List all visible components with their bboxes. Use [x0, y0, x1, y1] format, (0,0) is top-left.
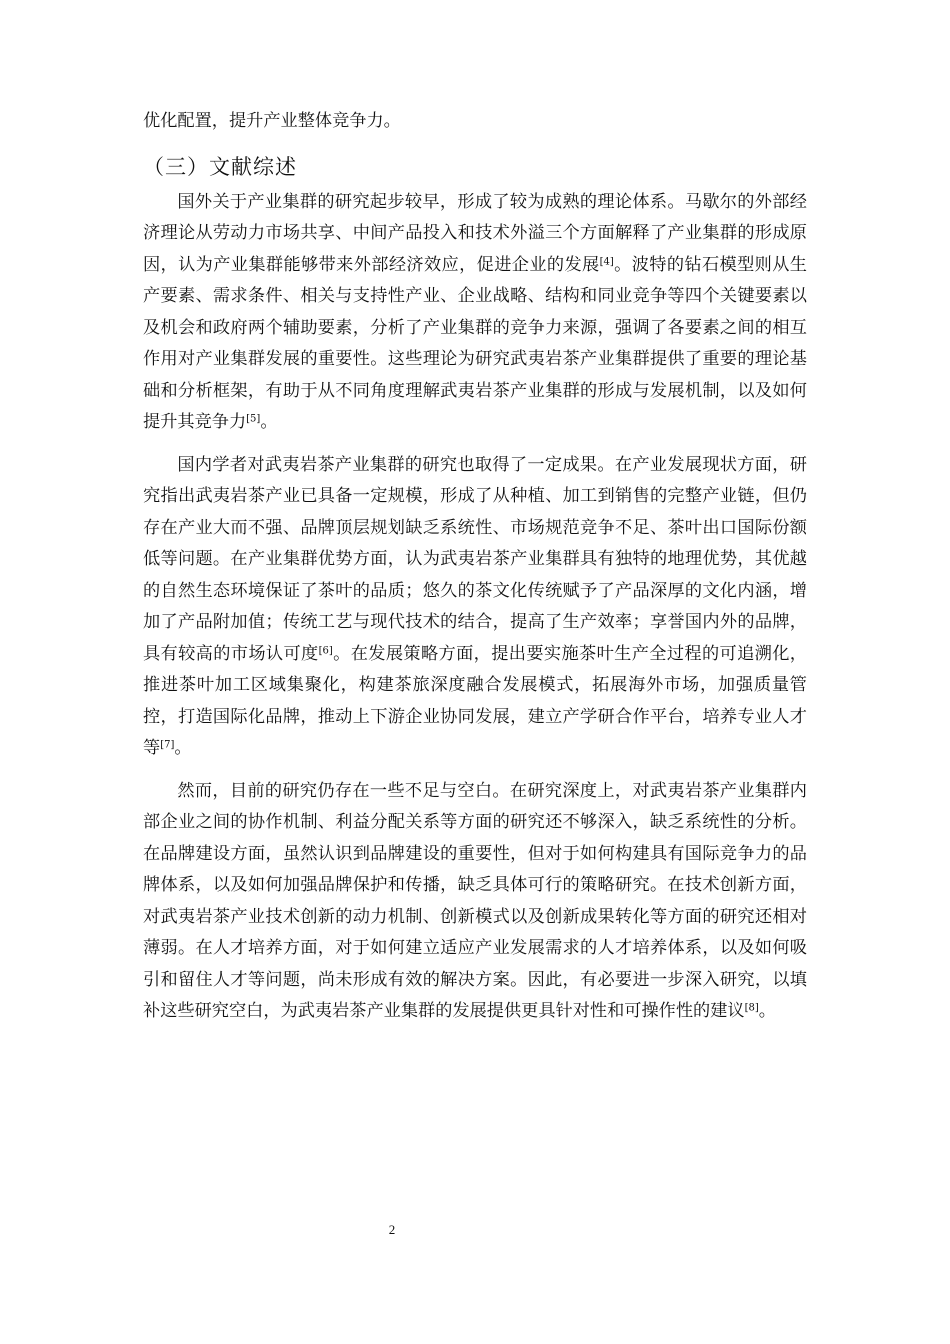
paragraph-text: 。在发展策略方面，提出要实施茶叶生产全过程的可追溯化，推进茶叶加工区域集聚化，构建茶旅深度融合发展模式，拓展海外市场，加强质量管控，打造国际化品牌，推动上下游企业协同发展，建立产学研合作平台，培养专业人才等 — [143, 643, 807, 758]
citation-ref: [4] — [599, 256, 614, 267]
continuation-text: 优化配置，提升产业整体竞争力。 — [143, 111, 401, 131]
paragraph-text: 然而，目前的研究仍存在一些不足与空白。在研究深度上，对武夷岩茶产业集群内部企业之间的协作机制、利益分配关系等方面的研究还不够深入，缺乏系统性的分析。在品牌建设方面，虽然认识到品牌建设的重要性，但对于如何构建具有国际竞争力的品牌体系，以及如何加强品牌保护和传播，缺乏具体可行的策略研究。在技术创新方面，对武夷岩茶产业技术创新的动力机制、创新模式以及创新成果转化等方面的研究还相对薄弱。在人才培养方面，对于如何建立适应产业发展需求的人才培养体系，以及如何吸引和留住人才等问题，尚未形成有效的解决方案。因此，有必要进一步深入研究，以填补这些研究空白，为武夷岩茶产业集群的发展提供更具针对性和可操作性的建议 — [143, 780, 807, 1021]
paragraph-text: 国内学者对武夷岩茶产业集群的研究也取得了一定成果。在产业发展现状方面，研究指出武夷岩茶产业已具备一定规模，形成了从种植、加工到销售的完整产业链，但仍存在产业大而不强、品牌顶层规划缺乏系统性、市场规范竞争不足、茶叶出口国际份额低等问题。在产业集群优势方面，认为武夷岩茶产业集群具有独特的地理优势，其优越的自然生态环境保证了茶叶的品质；悠久的茶文化传统赋予了产品深厚的文化内涵，增加了产品附加值；传统工艺与现代技术的结合，提高了生产效率；享誉国内外的品牌，具有较高的市场认可度 — [143, 454, 807, 664]
document-body — [143, 106, 807, 1028]
paragraph-text: 。波特的钻石模型则从生产要素、需求条件、相关与支持性产业、企业战略、结构和同业竞争等四个关键要素以及机会和政府两个辅助要素，分析了产业集群的竞争力来源，强调了各要素之间的相互作用对产业集群发展的重要性。这些理论为研究武夷岩茶产业集群提供了重要的理论基础和分析框架，有助于从不同角度理解武夷岩茶产业集群的形成与发展机制，以及如何提升其竞争力 — [143, 254, 807, 432]
paragraph-research-gaps — [143, 776, 807, 1028]
page-number: 2 — [388, 1222, 396, 1237]
paragraph-text: 国外关于产业集群的研究起步较早，形成了较为成熟的理论体系。马歇尔的外部经济理论从劳动力市场共享、中间产品投入和技术外溢三个方面解释了产业集群的形成原因，认为产业集群能够带来外部经济效应，促进企业的发展 — [143, 191, 807, 275]
continuation-paragraph — [143, 106, 807, 138]
citation-ref: [5] — [246, 413, 261, 425]
paragraph-gap — [143, 765, 807, 776]
citation-ref: [7] — [160, 739, 175, 751]
paragraph-foreign-research — [143, 187, 807, 439]
paragraph-domestic-research — [143, 450, 807, 765]
paragraph-text: 。 — [758, 1001, 776, 1021]
paragraph-text: 。 — [174, 738, 192, 758]
paragraph-gap — [143, 439, 807, 450]
paragraph-text: 。 — [260, 412, 278, 432]
citation-ref: [8] — [744, 1002, 759, 1014]
section-heading: （三）文献综述 — [143, 154, 297, 179]
citation-ref: [6] — [318, 645, 333, 656]
